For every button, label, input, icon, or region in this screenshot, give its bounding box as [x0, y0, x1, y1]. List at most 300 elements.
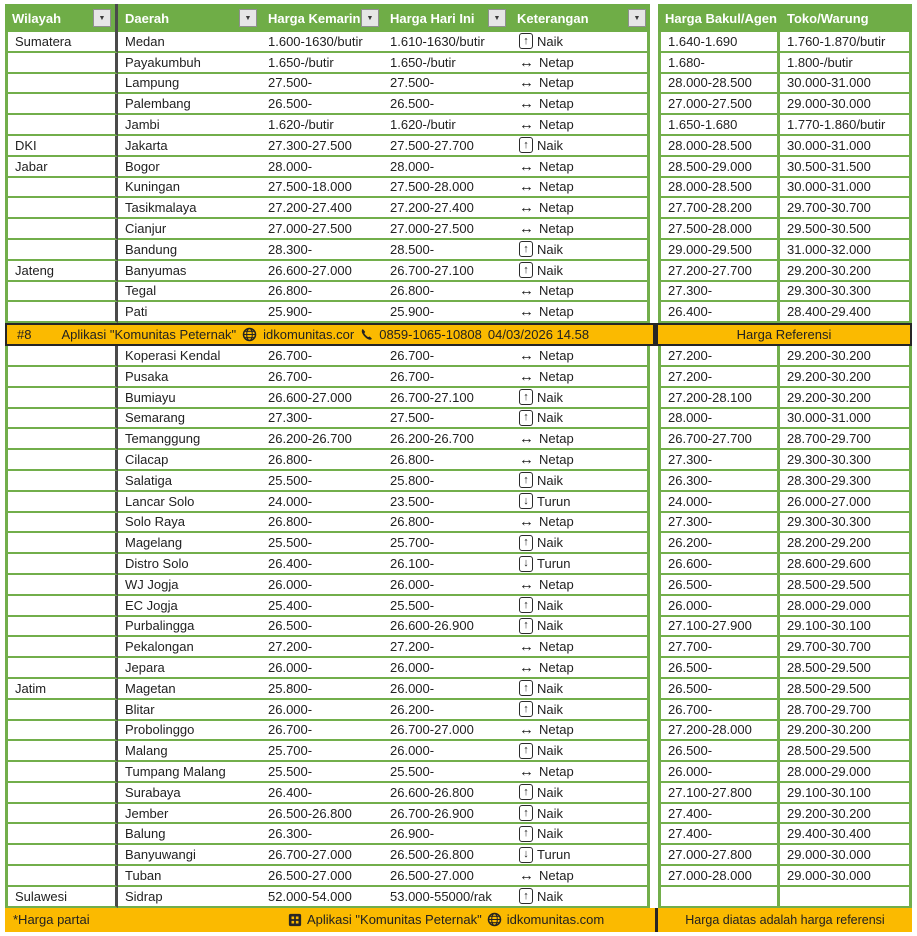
- column-gap: [650, 700, 658, 721]
- toko-warung-cell: 29.000-30.000: [780, 94, 912, 115]
- daerah-cell[interactable]: Lancar Solo: [118, 492, 261, 513]
- toko-warung-cell: 28.700-29.700: [780, 429, 912, 450]
- column-gap: [650, 783, 658, 804]
- daerah-cell[interactable]: Tasikmalaya: [118, 198, 261, 219]
- harga-hari-ini-cell: 26.700-27.000: [383, 721, 510, 742]
- harga-kemarin-cell: 26.800-: [261, 282, 383, 303]
- wilayah-cell: [5, 721, 118, 742]
- keterangan-cell: [510, 637, 650, 658]
- toko-warung-cell: 29.200-30.200: [780, 721, 912, 742]
- harga-kemarin-cell: 27.500-: [261, 74, 383, 95]
- filter-dropdown-button[interactable]: [93, 9, 111, 27]
- toko-warung-cell: 29.300-30.300: [780, 282, 912, 303]
- netap-arrow-icon: ↔: [519, 282, 534, 300]
- daerah-cell[interactable]: EC Jogja: [118, 596, 261, 617]
- harga-hari-ini-cell: 27.200-27.400: [383, 198, 510, 219]
- wilayah-cell: [5, 845, 118, 866]
- footer-app-label: Aplikasi "Komunitas Peternak": [307, 912, 482, 928]
- trend-label: Naik: [537, 597, 564, 613]
- daerah-cell[interactable]: Jepara: [118, 658, 261, 679]
- trend-label: Turun: [537, 847, 571, 863]
- column-gap: [650, 513, 658, 534]
- table-row: [5, 617, 912, 638]
- turun-arrow-icon: ↓: [519, 556, 533, 572]
- chevron-down-icon: ▼: [98, 14, 106, 22]
- naik-arrow-icon: ↑: [519, 241, 533, 257]
- trend-label: Netap: [539, 75, 574, 91]
- harga-bakul-agen-cell: 26.400-: [658, 302, 780, 323]
- harga-kemarin-cell: 1.650-/butir: [261, 53, 383, 74]
- daerah-cell[interactable]: Cianjur: [118, 219, 261, 240]
- harga-hari-ini-cell: 26.700-27.100: [383, 261, 510, 282]
- daerah-cell[interactable]: Magetan: [118, 679, 261, 700]
- column-header-label: Toko/Warung: [787, 10, 869, 26]
- filter-dropdown-button[interactable]: [361, 9, 379, 27]
- harga-kemarin-cell: 25.500-: [261, 762, 383, 783]
- netap-arrow-icon: ↔: [519, 367, 534, 385]
- column-header-harga-hari-ini: [383, 4, 510, 32]
- keterangan-cell: [510, 178, 650, 199]
- naik-arrow-icon: ↑: [519, 680, 533, 696]
- table-row: [5, 575, 912, 596]
- filter-dropdown-button[interactable]: [488, 9, 506, 27]
- toko-warung-cell: 29.300-30.300: [780, 513, 912, 534]
- column-header-label: Daerah: [125, 10, 170, 26]
- wilayah-cell: Jabar: [5, 157, 118, 178]
- trend-label: Netap: [539, 348, 574, 364]
- column-gap: [650, 388, 658, 409]
- harga-kemarin-cell: 25.500-: [261, 533, 383, 554]
- harga-kemarin-cell: 26.800-: [261, 513, 383, 534]
- harga-hari-ini-cell: 26.800-: [383, 282, 510, 303]
- harga-bakul-agen-cell: 1.650-1.680: [658, 115, 780, 136]
- daerah-cell[interactable]: Distro Solo: [118, 554, 261, 575]
- keterangan-cell: [510, 679, 650, 700]
- banner-datetime: 04/03/2026 14.58: [487, 327, 590, 343]
- harga-bakul-agen-cell: 27.000-27.500: [658, 94, 780, 115]
- daerah-cell[interactable]: Bumiayu: [118, 388, 261, 409]
- trend-label: Netap: [539, 158, 574, 174]
- harga-hari-ini-cell: 26.000-: [383, 575, 510, 596]
- netap-arrow-icon: ↔: [519, 762, 534, 780]
- trend-label: Netap: [539, 867, 574, 883]
- wilayah-cell: [5, 429, 118, 450]
- toko-warung-cell: 28.600-29.600: [780, 554, 912, 575]
- table-row: [5, 845, 912, 866]
- harga-kemarin-cell: 27.200-27.400: [261, 198, 383, 219]
- harga-hari-ini-cell: 26.200-26.700: [383, 429, 510, 450]
- trend-label: Naik: [537, 618, 564, 634]
- toko-warung-cell: 29.200-30.200: [780, 346, 912, 367]
- harga-kemarin-cell: 26.000-: [261, 700, 383, 721]
- harga-kemarin-cell: 26.200-26.700: [261, 429, 383, 450]
- daerah-cell[interactable]: WJ Jogja: [118, 575, 261, 596]
- harga-hari-ini-cell: 26.800-: [383, 450, 510, 471]
- table-row: [5, 658, 912, 679]
- wilayah-cell: [5, 450, 118, 471]
- keterangan-cell: [510, 367, 650, 388]
- keterangan-cell: [510, 533, 650, 554]
- naik-arrow-icon: ↑: [519, 784, 533, 800]
- footer-website-link[interactable]: idkomunitas.com: [506, 912, 605, 928]
- harga-bakul-agen-cell: [658, 887, 780, 908]
- keterangan-cell: [510, 762, 650, 783]
- daerah-cell[interactable]: Bandung: [118, 240, 261, 261]
- table-row: [5, 136, 912, 157]
- wilayah-cell: [5, 74, 118, 95]
- column-gap: [650, 845, 658, 866]
- trend-label: Naik: [537, 389, 564, 405]
- naik-arrow-icon: ↑: [519, 389, 533, 405]
- column-gap: [650, 471, 658, 492]
- harga-kemarin-cell: 1.620-/butir: [261, 115, 383, 136]
- column-gap: [650, 721, 658, 742]
- netap-arrow-icon: ↔: [519, 53, 534, 71]
- wilayah-cell: [5, 866, 118, 887]
- toko-warung-cell: 28.500-29.500: [780, 658, 912, 679]
- harga-bakul-agen-cell: 26.000-: [658, 762, 780, 783]
- column-gap: [650, 136, 658, 157]
- daerah-cell[interactable]: Medan: [118, 32, 261, 53]
- harga-hari-ini-cell: 26.000-: [383, 679, 510, 700]
- trend-label: Naik: [537, 33, 564, 49]
- daerah-cell[interactable]: Pusaka: [118, 367, 261, 388]
- netap-arrow-icon: ↔: [519, 575, 534, 593]
- harga-hari-ini-cell: 27.200-: [383, 637, 510, 658]
- harga-kemarin-cell: 26.700-27.000: [261, 845, 383, 866]
- keterangan-cell: [510, 450, 650, 471]
- footer-disclaimer: Harga diatas adalah harga referensi: [655, 908, 912, 932]
- harga-kemarin-cell: 26.500-: [261, 617, 383, 638]
- trend-label: Netap: [539, 514, 574, 530]
- keterangan-cell: [510, 554, 650, 575]
- wilayah-cell: [5, 513, 118, 534]
- wilayah-cell: [5, 533, 118, 554]
- wilayah-cell: [5, 198, 118, 219]
- daerah-cell[interactable]: Kuningan: [118, 178, 261, 199]
- daerah-cell[interactable]: Jember: [118, 804, 261, 825]
- trend-label: Turun: [537, 493, 571, 509]
- column-gap: [650, 282, 658, 303]
- toko-warung-cell: 29.700-30.700: [780, 198, 912, 219]
- daerah-cell[interactable]: Bogor: [118, 157, 261, 178]
- harga-kemarin-cell: 26.700-: [261, 367, 383, 388]
- turun-arrow-icon: ↓: [519, 847, 533, 863]
- harga-kemarin-cell: 26.600-27.000: [261, 261, 383, 282]
- netap-arrow-icon: ↔: [519, 866, 534, 884]
- daerah-cell[interactable]: Palembang: [118, 94, 261, 115]
- trend-label: Netap: [539, 452, 574, 468]
- trend-label: Netap: [539, 576, 574, 592]
- harga-kemarin-cell: 25.400-: [261, 596, 383, 617]
- wilayah-cell: [5, 471, 118, 492]
- table-body-top: [0, 32, 917, 323]
- netap-arrow-icon: ↔: [519, 347, 534, 365]
- toko-warung-cell: 29.200-30.200: [780, 804, 912, 825]
- daerah-cell[interactable]: Jambi: [118, 115, 261, 136]
- daerah-cell[interactable]: Tumpang Malang: [118, 762, 261, 783]
- harga-bakul-agen-cell: 27.700-: [658, 637, 780, 658]
- column-gap: [650, 302, 658, 323]
- harga-bakul-agen-cell: 28.000-28.500: [658, 136, 780, 157]
- column-gap: [650, 261, 658, 282]
- harga-bakul-agen-cell: 27.100-27.800: [658, 783, 780, 804]
- trend-label: Netap: [539, 722, 574, 738]
- keterangan-cell: [510, 240, 650, 261]
- daerah-cell[interactable]: Tuban: [118, 866, 261, 887]
- keterangan-cell: [510, 658, 650, 679]
- harga-bakul-agen-cell: 27.200-28.000: [658, 721, 780, 742]
- column-header-harga-bakul-agen: [658, 4, 780, 32]
- harga-bakul-agen-cell: 27.200-: [658, 367, 780, 388]
- column-gap: [650, 4, 658, 32]
- column-gap: [650, 32, 658, 53]
- chevron-down-icon: ▼: [244, 14, 252, 22]
- harga-kemarin-cell: 26.600-27.000: [261, 388, 383, 409]
- daerah-cell[interactable]: Probolinggo: [118, 721, 261, 742]
- keterangan-cell: [510, 219, 650, 240]
- wilayah-cell: [5, 282, 118, 303]
- keterangan-cell: [510, 596, 650, 617]
- keterangan-cell: [510, 261, 650, 282]
- toko-warung-cell: 29.200-30.200: [780, 367, 912, 388]
- daerah-cell[interactable]: Magelang: [118, 533, 261, 554]
- column-gap: [650, 367, 658, 388]
- table-row: [5, 178, 912, 199]
- column-gap: [650, 804, 658, 825]
- harga-bakul-agen-cell: 27.400-: [658, 824, 780, 845]
- column-header-toko-warung: [780, 4, 912, 32]
- globe-icon: [242, 327, 257, 342]
- daerah-cell[interactable]: Purbalingga: [118, 617, 261, 638]
- trend-label: Turun: [537, 556, 571, 572]
- daerah-cell[interactable]: Pekalongan: [118, 637, 261, 658]
- table-row: [5, 157, 912, 178]
- banner-harga-referensi: Harga Referensi: [655, 323, 912, 346]
- harga-bakul-agen-cell: 27.700-28.200: [658, 198, 780, 219]
- keterangan-cell: [510, 700, 650, 721]
- wilayah-cell: Sulawesi: [5, 887, 118, 908]
- daerah-cell[interactable]: Blitar: [118, 700, 261, 721]
- app-icon: [288, 913, 302, 927]
- harga-hari-ini-cell: 26.700-27.100: [383, 388, 510, 409]
- column-gap: [650, 824, 658, 845]
- harga-hari-ini-cell: 26.000-: [383, 741, 510, 762]
- daerah-cell[interactable]: Salatiga: [118, 471, 261, 492]
- toko-warung-cell: 30.000-31.000: [780, 178, 912, 199]
- trend-label: Netap: [539, 179, 574, 195]
- harga-hari-ini-cell: 28.500-: [383, 240, 510, 261]
- wilayah-cell: [5, 637, 118, 658]
- naik-arrow-icon: ↑: [519, 410, 533, 426]
- daerah-cell[interactable]: Koperasi Kendal: [118, 346, 261, 367]
- table-row: [5, 721, 912, 742]
- naik-arrow-icon: ↑: [519, 826, 533, 842]
- column-gap: [650, 762, 658, 783]
- table-row: [5, 679, 912, 700]
- trend-label: Netap: [539, 660, 574, 675]
- trend-label: Netap: [539, 639, 574, 655]
- harga-bakul-agen-cell: 27.300-: [658, 282, 780, 303]
- daerah-cell[interactable]: Banyuwangi: [118, 845, 261, 866]
- column-gap: [650, 658, 658, 679]
- daerah-cell[interactable]: Payakumbuh: [118, 53, 261, 74]
- harga-hari-ini-cell: 25.700-: [383, 533, 510, 554]
- daerah-cell[interactable]: Pati: [118, 302, 261, 323]
- daerah-cell[interactable]: Lampung: [118, 74, 261, 95]
- naik-arrow-icon: ↑: [519, 535, 533, 551]
- daerah-cell[interactable]: Surabaya: [118, 783, 261, 804]
- harga-bakul-agen-cell: 26.500-: [658, 658, 780, 679]
- column-header-harga-kemarin: [261, 4, 383, 32]
- harga-hari-ini-cell: 26.600-26.800: [383, 783, 510, 804]
- harga-hari-ini-cell: 1.650-/butir: [383, 53, 510, 74]
- footer-bar: [5, 908, 912, 932]
- filter-dropdown-button[interactable]: [628, 9, 646, 27]
- harga-kemarin-cell: 26.500-26.800: [261, 804, 383, 825]
- keterangan-cell: [510, 157, 650, 178]
- harga-kemarin-cell: 27.300-27.500: [261, 136, 383, 157]
- keterangan-cell: [510, 388, 650, 409]
- trend-label: Naik: [537, 262, 564, 278]
- toko-warung-cell: 28.500-29.500: [780, 575, 912, 596]
- table-row: [5, 887, 912, 908]
- column-header-wilayah: [5, 4, 118, 32]
- daerah-cell[interactable]: Tegal: [118, 282, 261, 303]
- harga-kemarin-cell: 25.900-: [261, 302, 383, 323]
- harga-kemarin-cell: 26.000-: [261, 658, 383, 679]
- wilayah-cell: Jatim: [5, 679, 118, 700]
- phone-icon: [360, 328, 373, 341]
- daerah-cell[interactable]: Malang: [118, 741, 261, 762]
- column-gap: [650, 240, 658, 261]
- trend-label: Naik: [537, 805, 564, 821]
- harga-kemarin-cell: 27.000-27.500: [261, 219, 383, 240]
- column-gap: [650, 679, 658, 700]
- netap-arrow-icon: ↔: [519, 451, 534, 469]
- netap-arrow-icon: ↔: [519, 430, 534, 448]
- footer-left-section: [5, 908, 655, 932]
- trend-label: Naik: [537, 241, 564, 257]
- harga-hari-ini-cell: 26.200-: [383, 700, 510, 721]
- harga-kemarin-cell: 27.200-: [261, 637, 383, 658]
- toko-warung-cell: 30.000-31.000: [780, 74, 912, 95]
- toko-warung-cell: 30.500-31.500: [780, 157, 912, 178]
- harga-bakul-agen-cell: 26.500-: [658, 575, 780, 596]
- table-row: [5, 700, 912, 721]
- harga-bakul-agen-cell: 27.200-28.100: [658, 388, 780, 409]
- column-gap: [650, 115, 658, 136]
- daerah-cell[interactable]: Balung: [118, 824, 261, 845]
- column-gap: [650, 429, 658, 450]
- daerah-cell[interactable]: Sidrap: [118, 887, 261, 908]
- harga-bakul-agen-cell: 1.640-1.690: [658, 32, 780, 53]
- toko-warung-cell: 29.300-30.300: [780, 450, 912, 471]
- table-row: [5, 282, 912, 303]
- naik-arrow-icon: ↑: [519, 597, 533, 613]
- daerah-cell[interactable]: Solo Raya: [118, 513, 261, 534]
- harga-kemarin-cell: 27.300-: [261, 409, 383, 430]
- daerah-cell[interactable]: Jakarta: [118, 136, 261, 157]
- harga-hari-ini-cell: 25.500-: [383, 596, 510, 617]
- wilayah-cell: [5, 240, 118, 261]
- netap-arrow-icon: ↔: [519, 157, 534, 175]
- harga-hari-ini-cell: 25.800-: [383, 471, 510, 492]
- toko-warung-cell: 30.000-31.000: [780, 409, 912, 430]
- keterangan-cell: [510, 783, 650, 804]
- harga-bakul-agen-cell: 27.400-: [658, 804, 780, 825]
- harga-hari-ini-cell: 27.000-27.500: [383, 219, 510, 240]
- daerah-cell[interactable]: Cilacap: [118, 450, 261, 471]
- keterangan-cell: [510, 302, 650, 323]
- column-gap: [650, 596, 658, 617]
- netap-arrow-icon: ↔: [519, 513, 534, 531]
- wilayah-cell: [5, 409, 118, 430]
- banner-app-label: Aplikasi "Komunitas Peternak": [61, 327, 237, 343]
- banner-website-link[interactable]: idkomunitas.cor: [263, 327, 355, 343]
- trend-label: Naik: [537, 535, 564, 551]
- toko-warung-cell: [780, 887, 912, 908]
- filter-dropdown-button[interactable]: [239, 9, 257, 27]
- harga-hari-ini-cell: 53.000-55000/rak: [383, 887, 510, 908]
- keterangan-cell: [510, 804, 650, 825]
- daerah-cell[interactable]: Banyumas: [118, 261, 261, 282]
- column-gap: [650, 533, 658, 554]
- keterangan-cell: [510, 53, 650, 74]
- netap-arrow-icon: ↔: [519, 95, 534, 113]
- harga-hari-ini-cell: 1.610-1630/butir: [383, 32, 510, 53]
- keterangan-cell: [510, 866, 650, 887]
- keterangan-cell: [510, 346, 650, 367]
- harga-kemarin-cell: 26.300-: [261, 824, 383, 845]
- netap-arrow-icon: ↔: [519, 74, 534, 92]
- table-row: [5, 429, 912, 450]
- harga-kemarin-cell: 26.700-: [261, 721, 383, 742]
- column-header-label: Harga Bakul/Agen: [665, 10, 777, 26]
- daerah-cell[interactable]: Semarang: [118, 409, 261, 430]
- table-row: [5, 741, 912, 762]
- turun-arrow-icon: ↓: [519, 493, 533, 509]
- column-gap: [650, 409, 658, 430]
- harga-bakul-agen-cell: 1.680-: [658, 53, 780, 74]
- keterangan-cell: [510, 198, 650, 219]
- harga-kemarin-cell: 24.000-: [261, 492, 383, 513]
- table-row: [5, 513, 912, 534]
- naik-arrow-icon: ↑: [519, 743, 533, 759]
- harga-bakul-agen-cell: 26.700-: [658, 700, 780, 721]
- harga-kemarin-cell: 52.000-54.000: [261, 887, 383, 908]
- table-header-row: [5, 4, 912, 32]
- harga-kemarin-cell: 26.500-27.000: [261, 866, 383, 887]
- daerah-cell[interactable]: Temanggung: [118, 429, 261, 450]
- keterangan-cell: [510, 513, 650, 534]
- harga-hari-ini-cell: 26.700-26.900: [383, 804, 510, 825]
- table-row: [5, 492, 912, 513]
- naik-arrow-icon: ↑: [519, 137, 533, 153]
- keterangan-cell: [510, 721, 650, 742]
- harga-bakul-agen-cell: 29.000-29.500: [658, 240, 780, 261]
- table-row: [5, 94, 912, 115]
- harga-bakul-agen-cell: 26.000-: [658, 596, 780, 617]
- harga-kemarin-cell: 26.500-: [261, 94, 383, 115]
- toko-warung-cell: 29.400-30.400: [780, 824, 912, 845]
- naik-arrow-icon: ↑: [519, 805, 533, 821]
- harga-bakul-agen-cell: 26.200-: [658, 533, 780, 554]
- trend-label: Naik: [537, 472, 564, 488]
- toko-warung-cell: 30.000-31.000: [780, 136, 912, 157]
- harga-hari-ini-cell: 27.500-: [383, 409, 510, 430]
- column-header-label: Keterangan: [517, 10, 589, 26]
